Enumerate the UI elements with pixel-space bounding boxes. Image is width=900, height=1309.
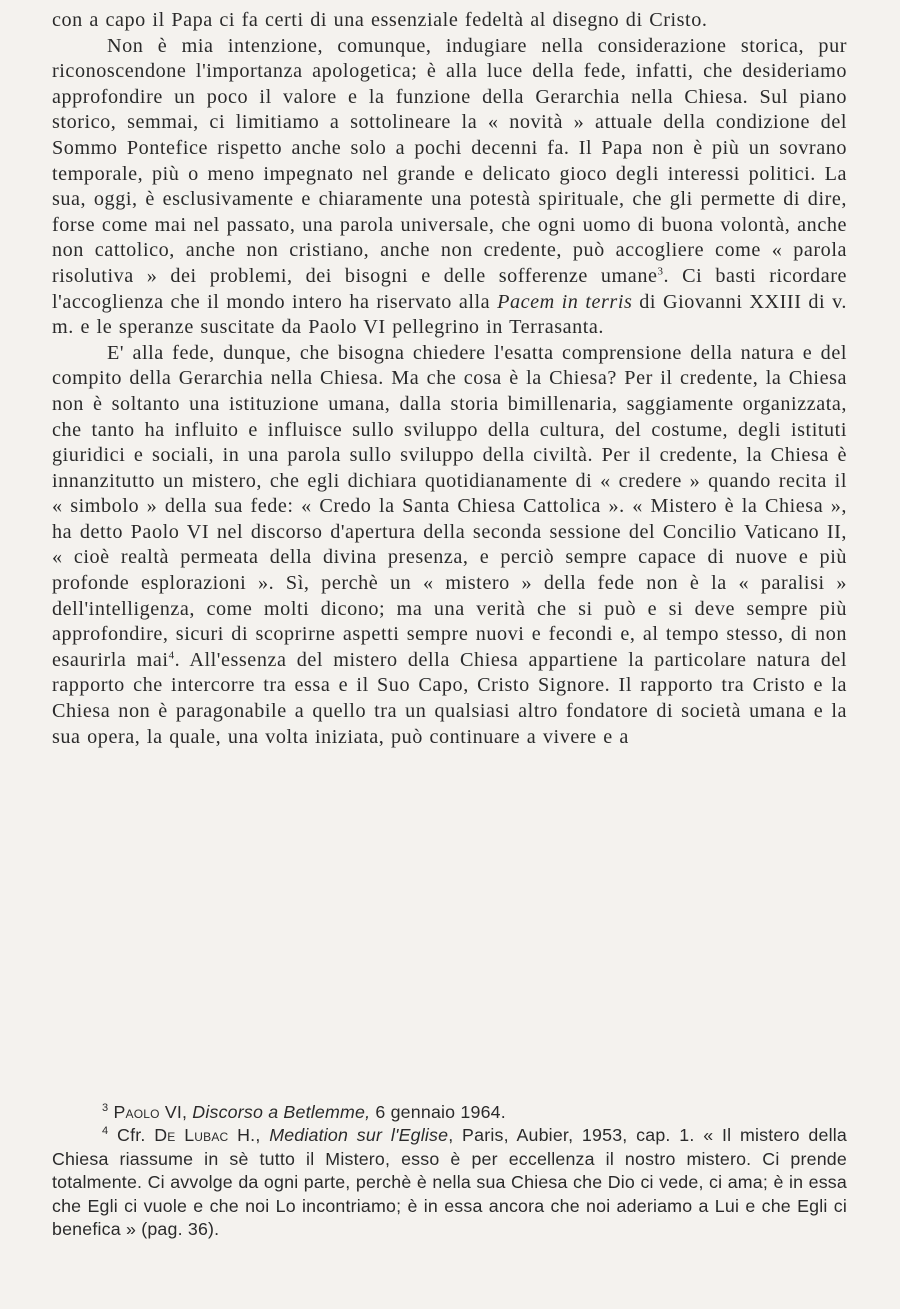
footnote-4: $^4$ Cfr. De Lubac H., Mediation sur l'Eglise, Paris, Aubier, 1953, cap. 1. « Il mistero della Chiesa riassume in sè tutto il Mistero, esso è per eccellenza il nostro mistero. Ci prende totalmente. Ci avvolge da ogni parte, perchè è nella sua Chiesa che Dio ci vede, ci ama; è in essa che Egli ci vuole e che noi Lo incontriamo; è in essa ancora che noi aderiamo a Lui e che Egli ci benefica » (pag. 36). — [52, 1125, 848, 1240]
footnote-author: De Lubac H. — [154, 1125, 256, 1146]
italic-title: Pacem in terris — [497, 290, 633, 313]
paragraph-3: E' alla fede, dunque, che bisogna chiedere l'esatta comprensione della natura e del compito della Gerarchia nella Chiesa. Ma che cosa è la Chiesa? Per il credente, la Chiesa non è soltanto una istituzione umana, dalla storia bimillenaria, saggiamente organizzata, che tanto ha influito e influisce sullo sviluppo della cultura, del costume, degli istituti giuridici e sociali, in una parola sullo sviluppo della civiltà. Per il credente, la Chiesa è innanzitutto un mistero, che egli dichiara quotidianamente di « credere » quando recita il « simbolo » della sua fede: « Credo la Santa Chiesa Cattolica ». « Mistero è la Chiesa », ha detto Paolo VI nel discorso d'apertura della seconda sessione del Concilio Vaticano II, « cioè realtà permeata della divina presenza, e perciò sempre capace di nuove e più profonde esplorazioni ». Sì, perchè un « mistero » della fede non è la « paralisi » dell'intelligenza, come molti dicono; ma una verità che si può e si deve sempre più approfondire, sicuri di scoprirne aspetti sempre nuovi e fecondi e, al tempo stesso, di non esaurirla mai$^4$. All'essenza del mistero della Chiesa appartiene la particolare natura del rapporto che intercorre tra essa e il Suo Capo, Cristo Signore. Il rapporto tra Cristo e la Chiesa non è paragonabile a quello tra un qualsiasi altro fondatore di società umana e la sua opera, la quale, una volta iniziata, può continuare a vivere e a — [52, 341, 848, 748]
footnote-title: Discorso a Betlemme, — [192, 1102, 371, 1122]
footnote-ref-4: 4 — [168, 649, 175, 662]
paragraph-2: Non è mia intenzione, comunque, indugiare nella considerazione storica, pur riconoscendone l'importanza apologetica; è alla luce della fede, infatti, che desideriamo approfondire un poco il valore e la funzione della Gerarchia nella Chiesa. Sul piano storico, semmai, ci limitiamo a sottolineare la « novità » attuale della condizione del Sommo Pontefice rispetto anche solo a pochi decenni fa. Il Papa non è più un sovrano temporale, più o meno impegnato nel grande e delicato gioco degli interessi politici. La sua, oggi, è esclusivamente e chiaramente una potestà spirituale, che gli permette di dire, forse come mai nel passato, una parola universale, che ogni uomo di buona volontà, anche non cattolico, anche non cristiano, anche non credente, può accogliere come « parola risolutiva » dei problemi, dei bisogni e delle sofferenze umane$^3$. Ci basti ricordare l'accoglienza che il mondo intero ha riservato alla Pacem in terris di Giovanni XXIII di v. m. e le speranze suscitate da Paolo VI pellegrino in Terrasanta. — [52, 34, 847, 339]
paragraph-1: con a capo il Papa ci fa certi di una essenziale fedeltà al disegno di Cristo. — [52, 9, 708, 31]
footnotes — [52, 1101, 847, 1241]
document-page — [52, 8, 847, 1298]
footnote-title: Mediation sur l'Eglise — [269, 1125, 449, 1146]
main-text — [52, 8, 847, 750]
footnote-3: $^3$ Paolo VI, Discorso a Betlemme, 6 gennaio 1964. — [102, 1102, 506, 1122]
footnote-ref-3: 3 — [657, 265, 664, 278]
footnote-author: Paolo VI — [113, 1102, 183, 1122]
